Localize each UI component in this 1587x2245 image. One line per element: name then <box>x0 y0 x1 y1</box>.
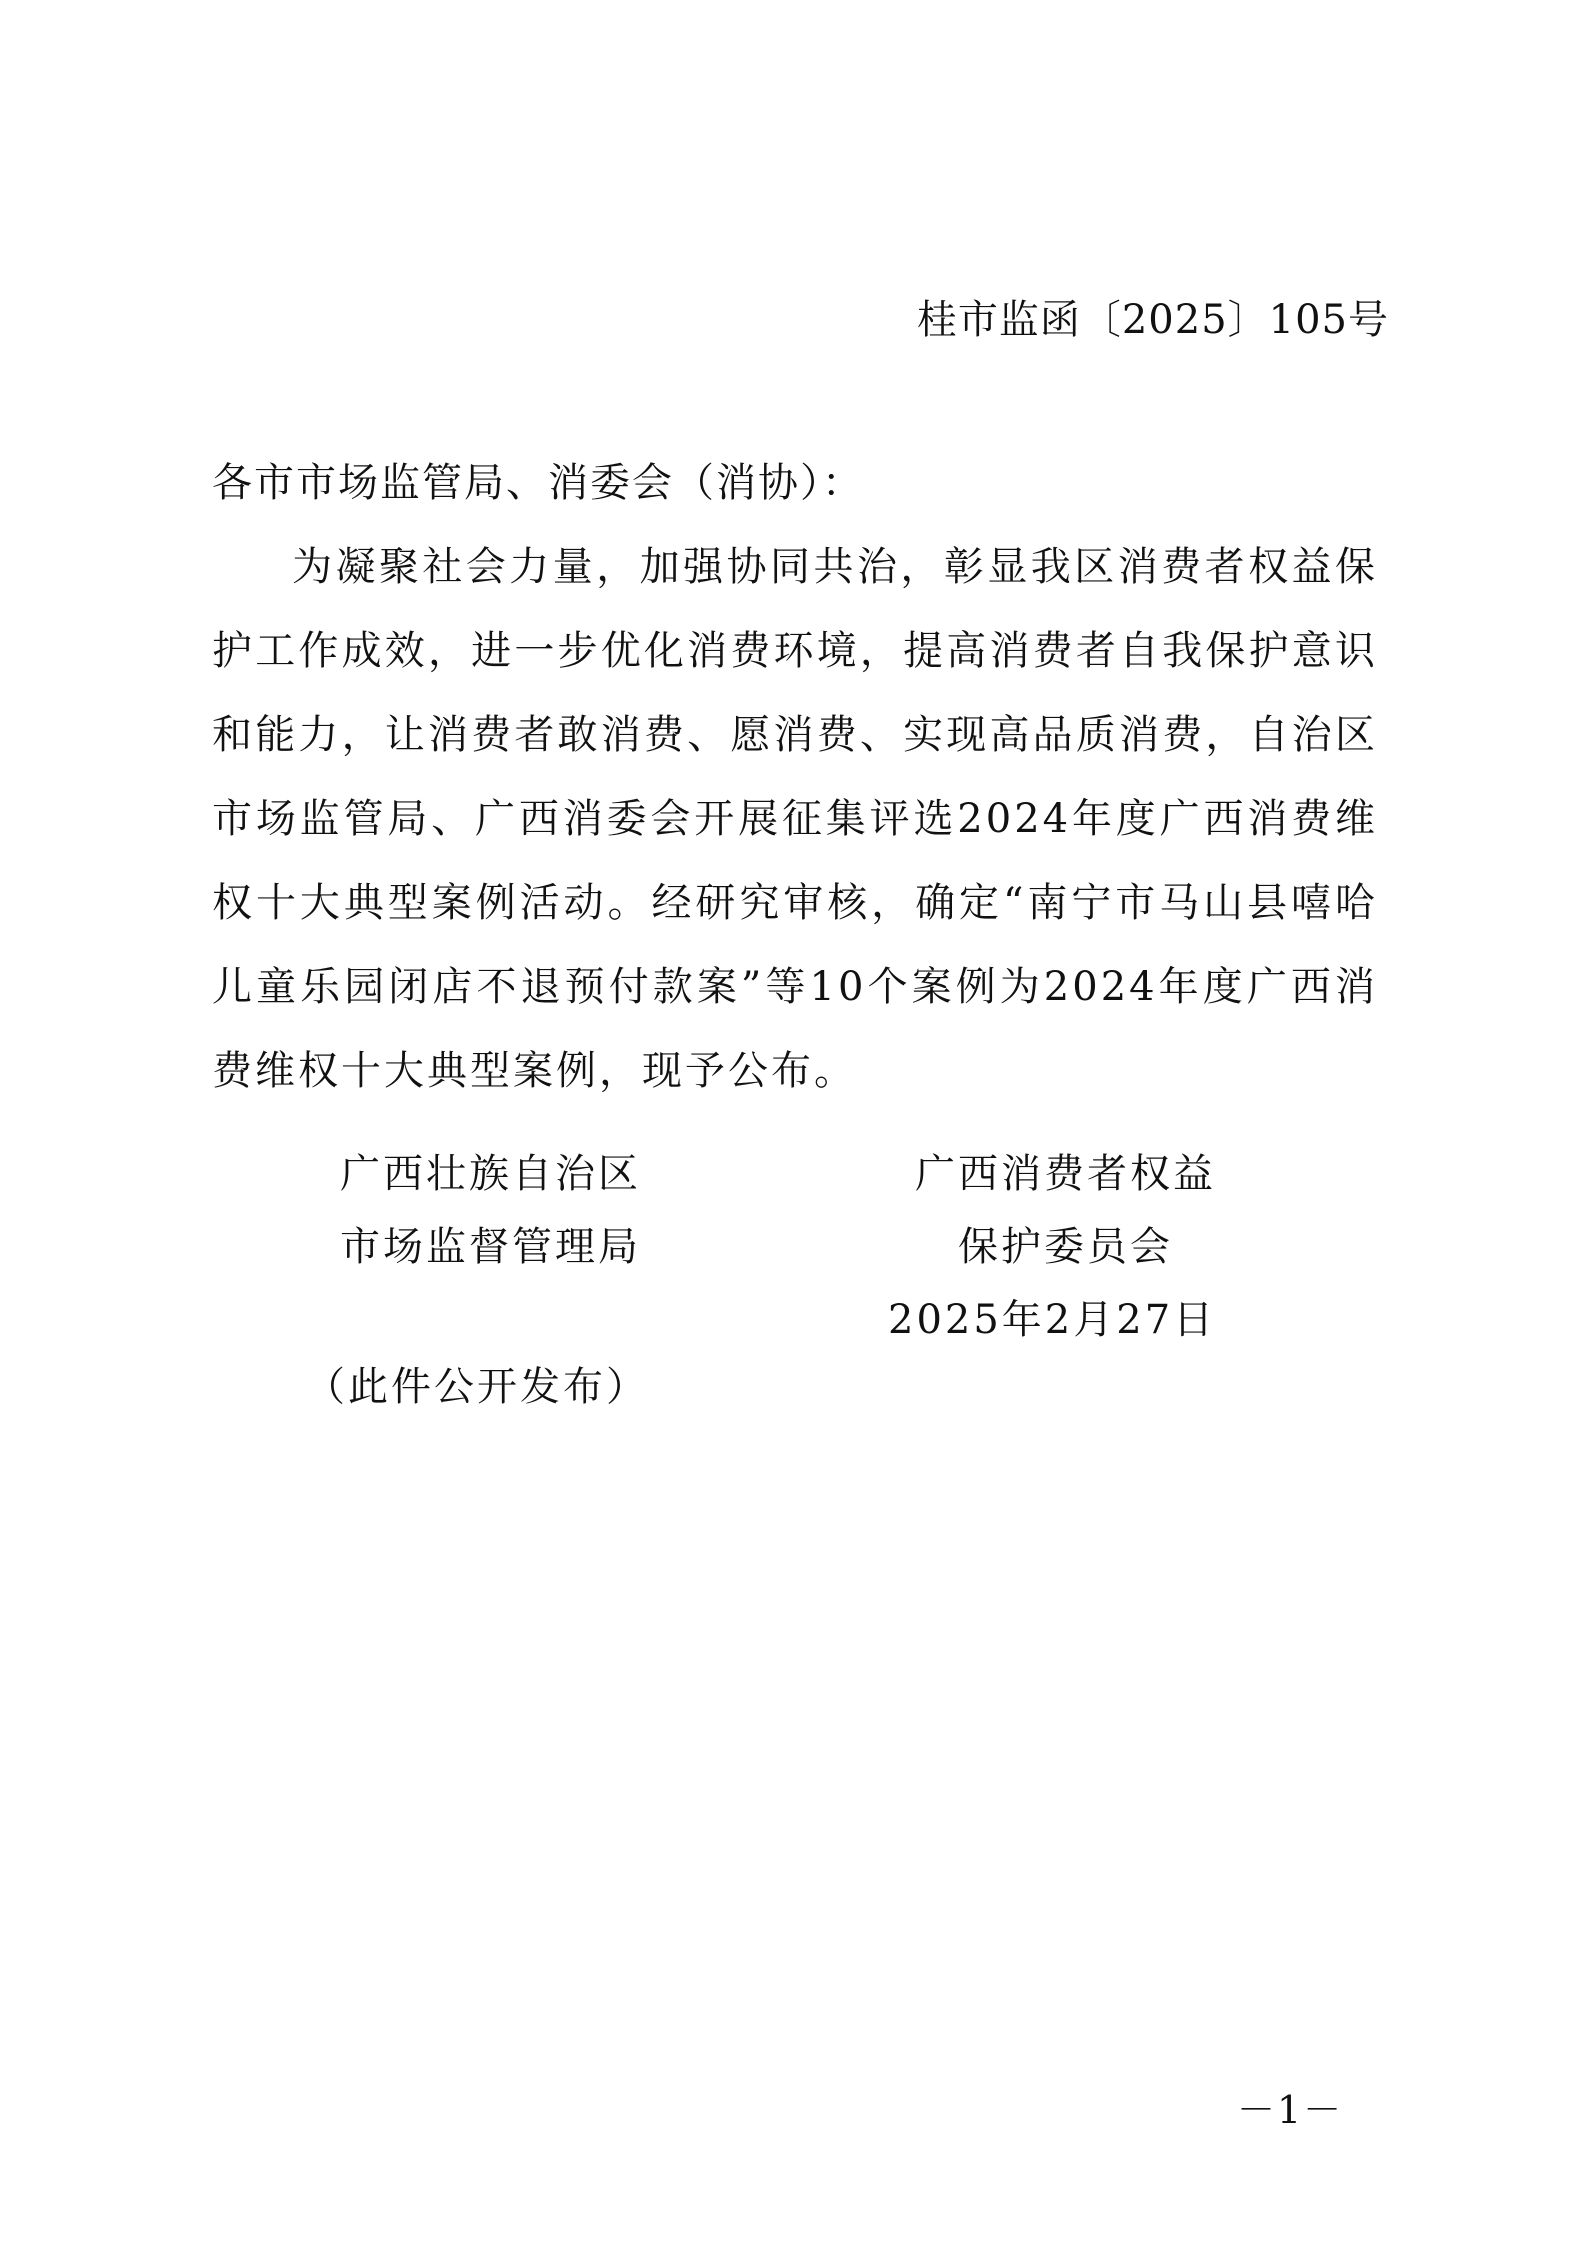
page-number: －1－ <box>1237 2088 1344 2132</box>
signer-right-line-2: 保护委员会 <box>958 1224 1173 1270</box>
release-note: （此件公开发布） <box>305 1364 649 1410</box>
signer-left-line-2: 市场监督管理局 <box>340 1224 641 1270</box>
addressee-line: 各市市场监管局、消委会（消协）： <box>212 460 864 506</box>
body-text <box>212 525 1378 1113</box>
signer-left-line-1: 广西壮族自治区 <box>340 1151 641 1197</box>
body-paragraph: 为凝聚社会力量，加强协同共治，彰显我区消费者权益保护工作成效，进一步优化消费环境，提高消费者自我保护意识和能力，让消费者敢消费、愿消费、实现高品质消费，自治区市场监管局、广西消委会开展征集评选2024年度广西消费维权十大典型案例活动。经研究审核，确定“南宁市马山县嘻哈儿童乐园闭店不退预付款案”等10个案例为2024年度广西消费维权十大典型案例，现予公布。 <box>212 544 1378 1094</box>
issue-date: 2025年2月27日 <box>888 1297 1217 1343</box>
signer-right-line-1: 广西消费者权益 <box>915 1151 1216 1197</box>
document-number: 桂市监函〔2025〕105号 <box>916 297 1389 343</box>
